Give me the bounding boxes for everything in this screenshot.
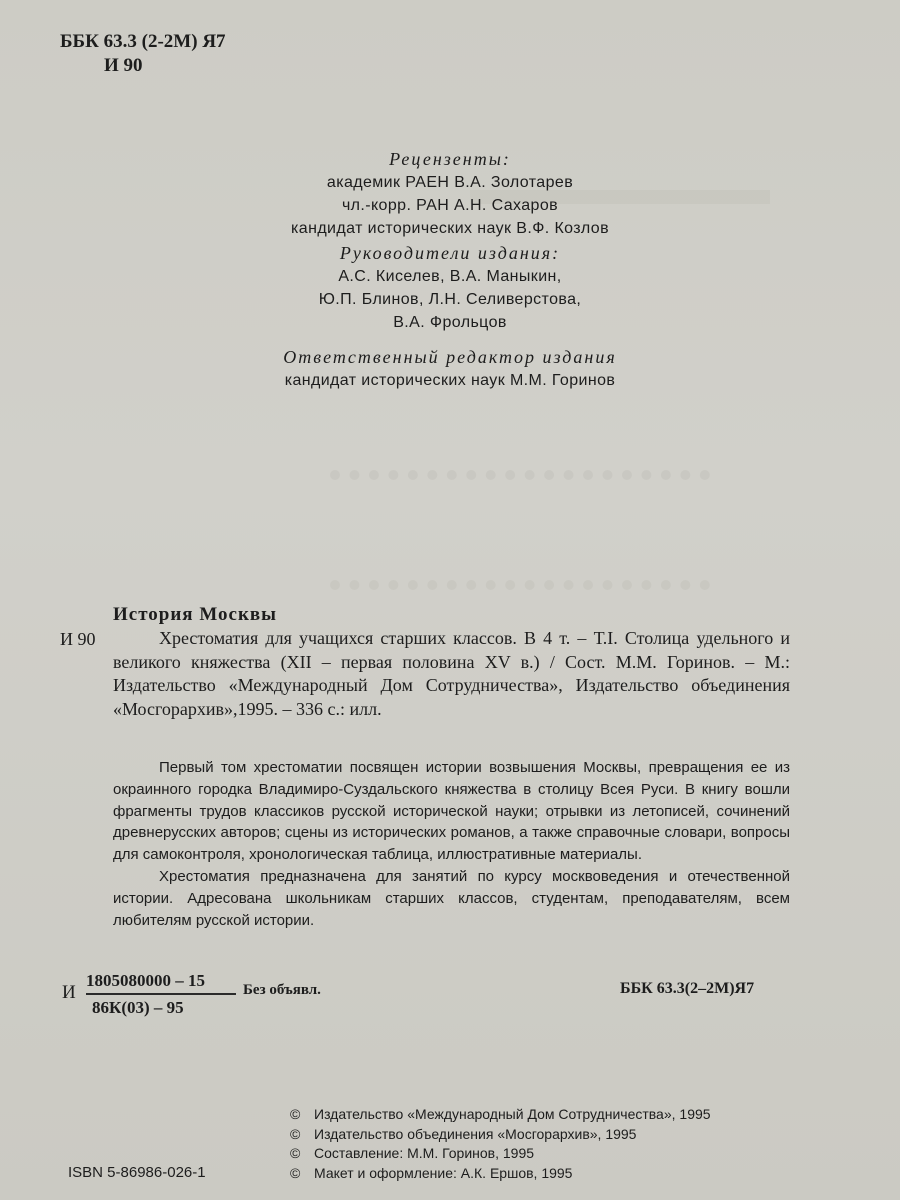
bib-description: Хрестоматия для учащихся старших классов. В 4 т. – Т.I. Столица удельного и великого княжества (XII – первая половина XV в.) / Сост. М.М. Горинов. – М.: Издательство «Международный Дом Сотрудничества», Издательство объединения «Мосгорархив»,1995. – 336 с.: илл. xyxy=(113,628,790,719)
director-line: В.А. Фрольцов xyxy=(393,314,507,331)
copyright-text: Макет и оформление: А.К. Ершов, 1995 xyxy=(314,1164,573,1181)
reviewers-heading: Рецензенты: xyxy=(389,149,511,169)
bib-index: И 90 xyxy=(60,629,96,649)
bbk-header xyxy=(60,30,226,78)
fraction-line xyxy=(86,993,236,995)
copyright-row xyxy=(290,1164,711,1184)
editor-heading: Ответственный редактор издания xyxy=(283,347,617,367)
director-line: А.С. Киселев, В.А. Маныкин, xyxy=(338,268,562,285)
directors-block xyxy=(0,242,900,334)
no-ad-note: Без объявл. xyxy=(243,982,321,998)
annotation xyxy=(113,757,790,931)
copyright-row xyxy=(290,1105,711,1125)
copyright-text: Составление: М.М. Горинов, 1995 xyxy=(314,1145,535,1161)
copyright-icon: © xyxy=(290,1164,301,1181)
copyright-icon: © xyxy=(290,1145,301,1161)
editor-block xyxy=(0,346,900,392)
copyright-text: Издательство «Международный Дом Сотрудничества», 1995 xyxy=(314,1106,711,1122)
annotation-paragraph: Первый том хрестоматии посвящен истории возвышения Москвы, превращения ее из окраинного городка Владимиро-Суздальского княжества в столицу Всея Руси. В книгу вошли фрагменты трудов классиков русской исторической науки; отрывки из летописей, сочинений древнерусских авторов; сцены из исторических романов, а также справочные словари, вопросы для самоконтроля, хронологическая таблица, иллюстративные материалы. xyxy=(113,759,790,864)
catalog-denominator: 86К(03) – 95 xyxy=(92,998,184,1017)
bbk-code: ББК 63.3 (2-2М) Я7 xyxy=(60,31,226,52)
reviewer-line: чл.-корр. РАН А.Н. Сахаров xyxy=(341,197,559,214)
book-title: История Москвы xyxy=(113,604,277,625)
isbn: ISBN 5-86986-026-1 xyxy=(68,1164,206,1181)
director-line: Ю.П. Блинов, Л.Н. Селиверстова, xyxy=(318,291,582,308)
copyright-row xyxy=(290,1144,711,1164)
copyright-block xyxy=(290,1105,711,1183)
bbk-bottom: ББК 63.3(2–2М)Я7 xyxy=(620,980,755,997)
copyright-text: Издательство объединения «Мосгорархив», 1995 xyxy=(314,1125,637,1142)
reviewer-line: кандидат исторических наук В.Ф. Козлов xyxy=(291,220,609,237)
directors-heading: Руководители издания: xyxy=(339,243,561,263)
reviewer-line: академик РАЕН В.А. Золотарев xyxy=(326,174,574,191)
copyright-row xyxy=(290,1125,711,1145)
annotation-paragraph: Хрестоматия предназначена для занятий по курсу москвоведения и отечественной истории. Адресована школьникам старших классов, студентам, преподавателям, всем любителям русской истории. xyxy=(113,867,790,929)
catalog-letter: И xyxy=(62,982,76,1003)
catalog-numerator: 1805080000 – 15 xyxy=(86,971,205,990)
copyright-icon: © xyxy=(290,1106,301,1122)
copyright-icon: © xyxy=(290,1125,301,1142)
author-mark: И 90 xyxy=(104,55,143,76)
editor-line: кандидат исторических наук М.М. Горинов xyxy=(284,372,616,389)
show-through-block xyxy=(330,470,710,590)
reviewers-block xyxy=(0,148,900,240)
